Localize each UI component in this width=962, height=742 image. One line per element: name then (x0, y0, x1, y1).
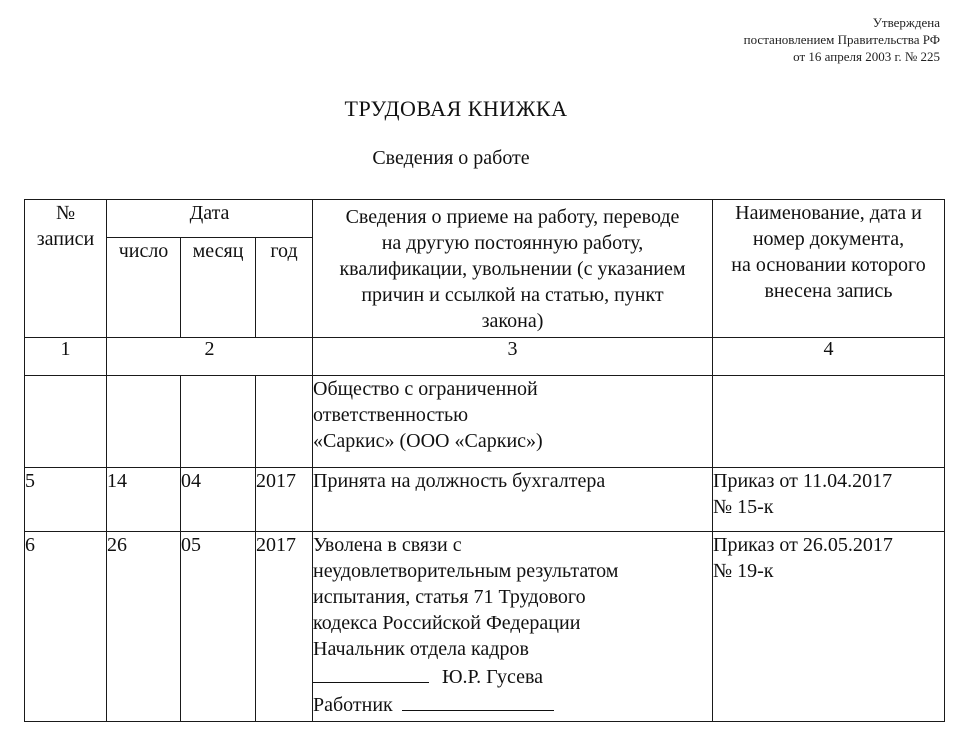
header-record-no (25, 200, 107, 338)
approval-line-3: от 16 апреля 2003 г. № 225 (793, 49, 940, 64)
work-records-table (24, 199, 945, 722)
org-line: «Саркис» (ООО «Саркис») (313, 430, 543, 452)
header-year: год (256, 238, 313, 338)
organization-name (313, 376, 713, 468)
record-document (713, 468, 945, 532)
record-info-line: Уволена в связи с (313, 534, 462, 556)
header-info (313, 200, 713, 338)
table-row (25, 468, 945, 532)
document-subtitle-wrap (0, 147, 962, 170)
column-number-4: 4 (713, 338, 945, 376)
record-year: 2017 (256, 468, 313, 532)
record-number: 5 (25, 468, 107, 532)
record-info-line: Начальник отдела кадров (313, 638, 529, 660)
table-row (25, 532, 945, 722)
signature-blank (313, 662, 429, 683)
approval-stamp (744, 14, 940, 65)
header-day: число (107, 238, 181, 338)
org-empty-cell (256, 376, 313, 468)
record-info-line: Принята на должность бухгалтера (313, 470, 606, 492)
worker-signature-blank (402, 690, 554, 711)
record-document (713, 532, 945, 722)
approval-line-1: Утверждена (872, 15, 940, 30)
column-number-3: 3 (313, 338, 713, 376)
org-empty-cell (181, 376, 256, 468)
record-doc-line: № 19-к (713, 560, 774, 582)
document-title-wrap (0, 96, 962, 122)
record-doc-line: Приказ от 26.05.2017 (713, 534, 893, 556)
record-day: 14 (107, 468, 181, 532)
header-info-line: закона) (481, 310, 544, 332)
header-doc-line: номер документа, (752, 228, 905, 250)
header-info-line: на другую постоянную работу, (381, 232, 644, 254)
signature-name: Ю.Р. Гусева (442, 666, 544, 688)
header-doc-line: внесена запись (764, 280, 893, 302)
worker-label: Работник (313, 694, 393, 716)
header-row-1 (25, 200, 945, 238)
org-line: ответственностью (313, 404, 469, 426)
org-empty-cell (107, 376, 181, 468)
org-line: Общество с ограниченной (313, 378, 538, 400)
organization-row (25, 376, 945, 468)
record-month: 04 (181, 468, 256, 532)
worker-line (313, 690, 712, 718)
org-empty-cell (713, 376, 945, 468)
document-title: ТРУДОВАЯ КНИЖКА (344, 96, 568, 121)
header-info-line: причин и ссылкой на статью, пункт (361, 284, 664, 306)
column-number-2: 2 (107, 338, 313, 376)
column-number-1: 1 (25, 338, 107, 376)
record-info (313, 468, 713, 532)
record-doc-line: Приказ от 11.04.2017 (713, 470, 893, 492)
header-document (713, 200, 945, 338)
record-info-line: неудовлетворительным результатом (313, 560, 619, 582)
header-info-line: Сведения о приеме на работу, переводе (345, 206, 680, 228)
record-doc-line: № 15-к (713, 496, 774, 518)
org-empty-cell (25, 376, 107, 468)
record-day: 26 (107, 532, 181, 722)
header-month: месяц (181, 238, 256, 338)
record-month: 05 (181, 532, 256, 722)
record-info-line: испытания, статья 71 Трудового (313, 586, 586, 608)
header-date: Дата (107, 200, 313, 238)
record-info-line: кодекса Российской Федерации (313, 612, 581, 634)
record-info (313, 532, 713, 722)
signature-line (313, 662, 712, 690)
record-number: 6 (25, 532, 107, 722)
header-doc-line: Наименование, дата и (735, 202, 922, 224)
document-subtitle: Сведения о работе (372, 147, 530, 169)
approval-line-2: постановлением Правительства РФ (743, 32, 940, 47)
header-doc-line: на основании которого (731, 254, 926, 276)
column-number-row (25, 338, 945, 376)
header-info-line: квалификации, увольнении (с указанием (339, 258, 686, 280)
header-record-no-line2: записи (36, 228, 95, 250)
record-year: 2017 (256, 532, 313, 722)
header-record-no-line1: № (55, 202, 76, 224)
